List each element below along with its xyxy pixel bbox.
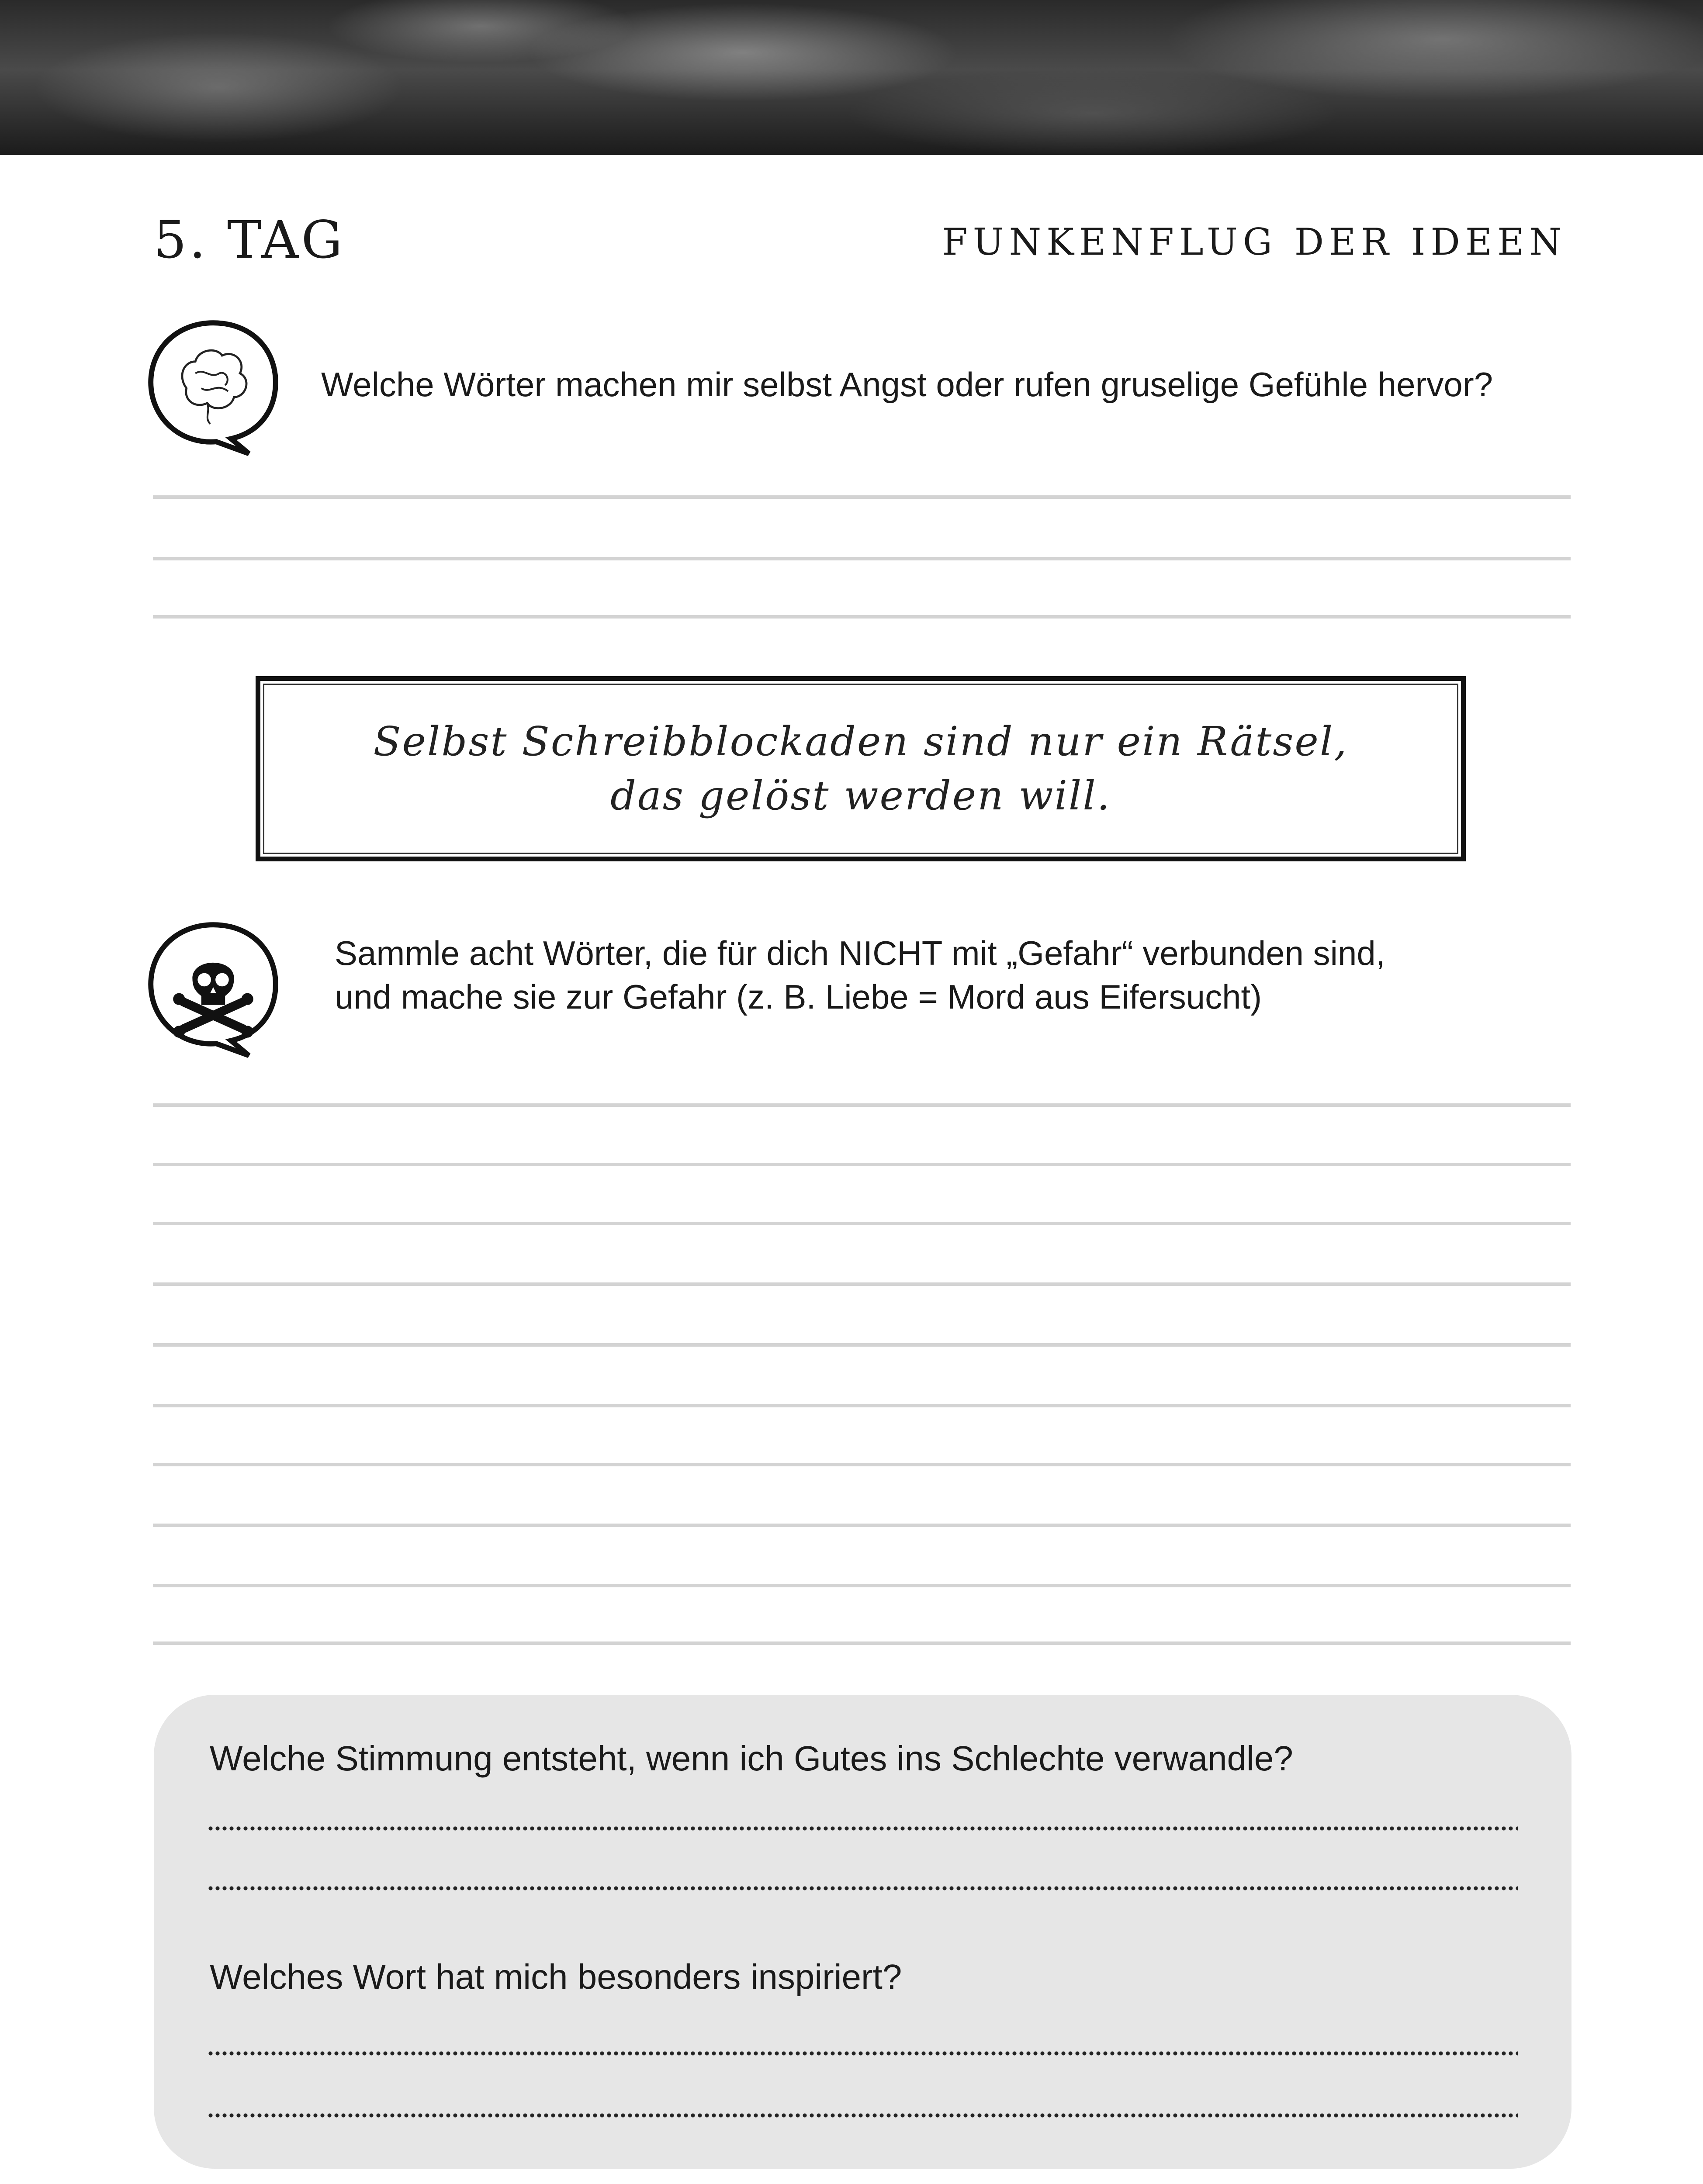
writing-line[interactable] xyxy=(153,1282,1571,1286)
reflection-box xyxy=(154,1695,1571,2169)
prompt-eight-words-line-1: Sammle acht Wörter, die für dich NICHT mit „Gefahr“ verbunden sind, xyxy=(335,934,1385,972)
reflection-question-inspiring-word: Welches Wort hat mich besonders inspiriert? xyxy=(210,1957,902,1996)
writing-line[interactable] xyxy=(153,1641,1571,1645)
prompt-eight-words-line-2: und mache sie zur Gefahr (z. B. Liebe = Mord aus Eifersucht) xyxy=(335,978,1262,1016)
reflection-question-mood: Welche Stimmung entsteht, wenn ich Gutes ins Schlechte verwandle? xyxy=(210,1739,1293,1778)
quote-line-2: das gelöst werden will. xyxy=(610,772,1111,819)
dotted-answer-line[interactable] xyxy=(207,2113,1518,2118)
quote-box xyxy=(256,676,1466,861)
brain-speech-bubble-icon xyxy=(139,311,287,460)
prompt-eight-words xyxy=(335,931,1385,1019)
day-title: 5. TAG xyxy=(154,210,345,270)
writing-line[interactable] xyxy=(153,1584,1571,1587)
quote-line-1: Selbst Schreibblockaden sind nur ein Rätsel, xyxy=(373,718,1348,765)
dotted-answer-line[interactable] xyxy=(207,2051,1518,2056)
dotted-answer-line[interactable] xyxy=(207,1826,1518,1831)
writing-line[interactable] xyxy=(153,1163,1571,1166)
writing-line[interactable] xyxy=(153,1103,1571,1107)
section-title: FUNKENFLUG DER IDEEN xyxy=(942,221,1567,263)
prompt-scary-words: Welche Wörter machen mir selbst Angst oder rufen gruselige Gefühle hervor? xyxy=(321,365,1493,404)
writing-line[interactable] xyxy=(153,615,1571,619)
writing-line[interactable] xyxy=(153,495,1571,499)
storm-clouds-banner xyxy=(0,0,1703,155)
writing-line[interactable] xyxy=(153,1343,1571,1347)
dotted-answer-line[interactable] xyxy=(207,1886,1518,1891)
writing-line[interactable] xyxy=(153,1404,1571,1407)
writing-line[interactable] xyxy=(153,1222,1571,1225)
writing-line[interactable] xyxy=(153,1524,1571,1527)
quote-text xyxy=(373,715,1348,823)
skull-crossbones-speech-bubble-icon xyxy=(139,913,287,1061)
writing-line[interactable] xyxy=(153,557,1571,560)
writing-line[interactable] xyxy=(153,1463,1571,1466)
